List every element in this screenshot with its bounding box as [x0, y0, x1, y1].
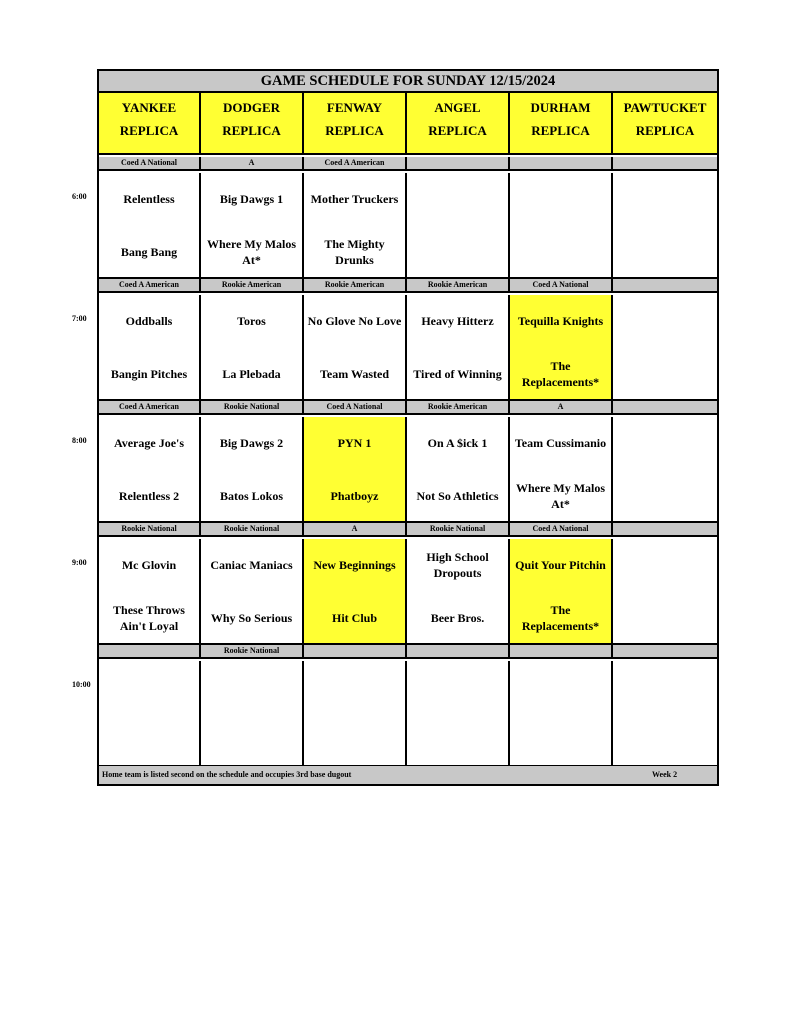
game-cell: [407, 661, 510, 765]
game-cell: [510, 661, 613, 765]
away-team: On A $ick 1: [427, 436, 488, 450]
game-cell: [201, 173, 304, 277]
home-team: La Plebada: [222, 367, 281, 381]
division-label: Rookie American: [304, 279, 407, 291]
game-cell: [510, 539, 613, 643]
home-team: Phatboyz: [330, 489, 379, 503]
division-label: [510, 645, 613, 657]
away-team: Toros: [237, 314, 266, 328]
home-team: Hit Club: [331, 611, 377, 625]
division-label: [99, 645, 201, 657]
away-team: Big Dawgs 1: [219, 192, 284, 206]
home-team: Not So Athletics: [416, 489, 499, 503]
home-team: [615, 600, 715, 636]
field-name: FENWAY: [326, 100, 383, 115]
field-subtitle: REPLICA: [531, 123, 590, 138]
division-label: [407, 645, 510, 657]
game-cell: [201, 417, 304, 521]
game-cell: [304, 539, 407, 643]
away-team: High School Dropouts: [426, 550, 489, 580]
time-label: 9:00: [72, 558, 87, 567]
field-subtitle: REPLICA: [325, 123, 384, 138]
division-label: [613, 645, 717, 657]
field-subtitle: REPLICA: [635, 123, 695, 138]
division-label: Rookie American: [201, 279, 304, 291]
game-cell: [99, 173, 201, 277]
away-team: [615, 547, 715, 583]
division-label: Rookie National: [201, 645, 304, 657]
away-team: Quit Your Pitchin: [515, 558, 606, 572]
home-team: Where My Malos At*: [206, 237, 297, 267]
home-team: [615, 234, 715, 270]
division-label: Coed A National: [304, 401, 407, 413]
field-name: DURHAM: [530, 100, 591, 115]
away-team: [409, 181, 506, 217]
time-label: 6:00: [72, 192, 87, 201]
time-slot-row: [99, 417, 717, 523]
time-slot-row: [99, 661, 717, 767]
home-team: [203, 722, 300, 758]
away-team: Mother Truckers: [310, 192, 399, 206]
game-cell: [407, 417, 510, 521]
home-team: [615, 356, 715, 392]
game-cell: [201, 661, 304, 765]
away-team: [615, 425, 715, 461]
game-cell: [304, 295, 407, 399]
division-band: [99, 645, 717, 659]
field-subtitle: REPLICA: [119, 123, 179, 138]
division-label: Coed A National: [510, 279, 613, 291]
away-team: Average Joe's: [113, 436, 185, 450]
field-name: DODGER: [222, 100, 281, 115]
division-label: A: [304, 523, 407, 535]
division-label: Rookie American: [407, 279, 510, 291]
home-team: The Replacements*: [521, 359, 600, 389]
division-label: A: [510, 401, 613, 413]
week-label: Week 2: [652, 770, 678, 779]
game-cell: [304, 417, 407, 521]
field-name: ANGEL: [434, 100, 481, 115]
time-slot-row: [99, 173, 717, 279]
division-label: A: [201, 157, 304, 169]
division-label: Rookie National: [201, 523, 304, 535]
field-subtitle: REPLICA: [222, 123, 281, 138]
division-label: [407, 157, 510, 169]
game-cell: [99, 539, 201, 643]
game-cell: [99, 295, 201, 399]
field-name: YANKEE: [121, 100, 177, 115]
away-team: [101, 669, 197, 705]
away-team: Relentless: [123, 192, 175, 206]
home-team: The Replacements*: [521, 603, 600, 633]
time-slot-row: [99, 295, 717, 401]
division-label: [613, 401, 717, 413]
away-team: Mc Glovin: [121, 558, 177, 572]
division-label: Coed A National: [510, 523, 613, 535]
away-team: [203, 669, 300, 705]
away-team: [409, 669, 506, 705]
game-cell: [407, 295, 510, 399]
away-team: Heavy Hitterz: [421, 314, 494, 328]
away-team: [306, 669, 403, 705]
division-label: Coed A American: [99, 401, 201, 413]
game-cell: [407, 173, 510, 277]
division-band: [99, 279, 717, 293]
schedule-sheet: [97, 69, 719, 786]
division-label: Rookie National: [99, 523, 201, 535]
division-label: [304, 645, 407, 657]
game-cell: [201, 539, 304, 643]
home-team: [409, 722, 506, 758]
field-header: [99, 93, 201, 153]
schedule-title: GAME SCHEDULE FOR SUNDAY 12/15/2024: [99, 71, 717, 93]
game-cell: [201, 295, 304, 399]
game-cell: [510, 295, 613, 399]
away-team: PYN 1: [337, 436, 372, 450]
away-team: Tequilla Knights: [517, 314, 604, 328]
time-label: 7:00: [72, 314, 87, 323]
home-team: Team Wasted: [319, 367, 389, 381]
away-team: [512, 669, 609, 705]
footer-note: Home team is listed second on the schedule and occupies 3rd base dugout: [102, 770, 352, 779]
home-team: Relentless 2: [118, 489, 180, 503]
division-label: [613, 523, 717, 535]
division-label: [510, 157, 613, 169]
home-team: [615, 722, 715, 758]
home-team: These Throws Ain't Loyal: [113, 603, 185, 633]
game-cell: [304, 173, 407, 277]
division-label: Coed A National: [99, 157, 201, 169]
home-team: Why So Serious: [210, 611, 293, 625]
field-header: [304, 93, 407, 153]
away-team: [615, 669, 715, 705]
time-label: 10:00: [72, 680, 91, 689]
away-team: Oddballs: [125, 314, 173, 328]
game-cell: [99, 661, 201, 765]
game-cell: [613, 539, 717, 643]
home-team: [306, 722, 403, 758]
time-slot-row: [99, 539, 717, 645]
home-team: Beer Bros.: [430, 611, 485, 625]
time-label: 8:00: [72, 436, 87, 445]
field-header: [407, 93, 510, 153]
home-team: Bang Bang: [120, 245, 178, 259]
home-team: [409, 234, 506, 270]
field-header: [201, 93, 304, 153]
home-team: [615, 478, 715, 514]
home-team: Bangin Pitches: [110, 367, 188, 381]
home-team: The Mighty Drunks: [324, 237, 385, 267]
division-label: Rookie National: [201, 401, 304, 413]
home-team: Where My Malos At*: [515, 481, 606, 511]
home-team: Tired of Winning: [413, 367, 502, 381]
home-team: [101, 722, 197, 758]
game-cell: [613, 661, 717, 765]
game-cell: [407, 539, 510, 643]
division-band: [99, 523, 717, 537]
home-team: [512, 234, 609, 270]
away-team: [615, 303, 715, 339]
game-cell: [510, 417, 613, 521]
home-team: Batos Lokos: [219, 489, 284, 503]
away-team: Team Cussimanio: [514, 436, 607, 450]
field-header: [613, 93, 717, 153]
game-cell: [613, 173, 717, 277]
footer-bar: [99, 766, 717, 784]
away-team: No Glove No Love: [307, 314, 402, 328]
away-team: [615, 181, 715, 217]
field-header-row: [99, 93, 717, 155]
game-cell: [304, 661, 407, 765]
away-team: [512, 181, 609, 217]
game-cell: [510, 173, 613, 277]
field-subtitle: REPLICA: [428, 123, 487, 138]
home-team: [512, 722, 609, 758]
field-header: [510, 93, 613, 153]
away-team: Big Dawgs 2: [219, 436, 284, 450]
division-band: [99, 401, 717, 415]
field-name: PAWTUCKET: [623, 100, 707, 115]
game-cell: [613, 295, 717, 399]
division-label: [613, 157, 717, 169]
division-label: [613, 279, 717, 291]
division-label: Rookie National: [407, 523, 510, 535]
division-label: Rookie American: [407, 401, 510, 413]
game-cell: [613, 417, 717, 521]
game-cell: [99, 417, 201, 521]
division-label: Coed A American: [304, 157, 407, 169]
division-band: [99, 157, 717, 171]
away-team: Caniac Maniacs: [210, 558, 293, 572]
away-team: New Beginnings: [313, 558, 396, 572]
division-label: Coed A American: [99, 279, 201, 291]
